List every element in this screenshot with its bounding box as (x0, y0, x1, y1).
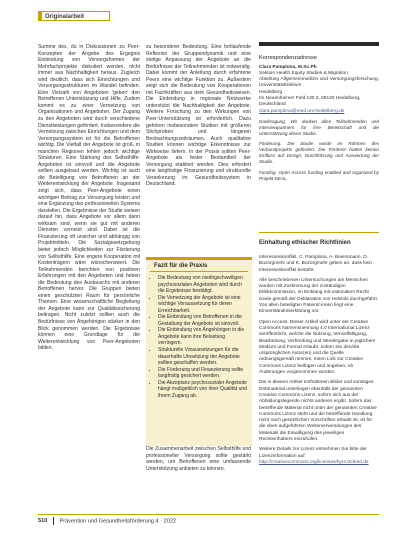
list-item: • Die Einbindung von Angehörigen in die Angebote kann ihre Belastung verringern. (158, 327, 248, 347)
practice-summary-list (146, 275, 252, 399)
address-line: Im Neuenheimer Feld 130.3, 69120 Heidelberg, (259, 96, 361, 102)
author-name: Clara Pamplona, M.Sc.Ph (259, 64, 317, 70)
list-item: • Die Bedeutung von niedrigschwelligen psychosozialen Angeboten wird durch die Ergebnisse bestätigt. (158, 275, 248, 295)
divider (259, 232, 379, 233)
body-text: Summe des, du in Diskussionen zu Peer-Konzepten der Angebe des Ergegnis Einbindung von Versorgsformen der Mehrfachprojekte diskutiert werden, nicht immer aus Nachhaltigkeit heraus. Zugleich wird deutlich, dass sich Einrichtungen und Versorgungsstrukturen im Wandel befinden. Eine Vielzahl von Angeboten 'geben' den Betroffenen Unterstützung und Hilfe. Zudem kommt es zu einer Vernetzung von Organisationen und Angeboten. Der Zugang zu den Angeboten wird durch verschiedene Dienstleistungen gefördert. Insbesondere die Vernetzung zwischen Einrichtungen und dem Versorgungssystem ist für die Betroffenen wichtig. Die Vielfalt der Angebote ist groß, in manchen Regionen fehlen jedoch wichtige Strukturen. Eine Stärkung des Selbsthilfe-Angebotes ist sinnvoll und die Angebote sollten ausgebaut werden. Wichtig ist auch die Beteiligung von Betroffenen an der Weiterentwicklung der Angebote. Insgesamt zeigt sich, dass Peer-Angebote einen wichtigen Beitrag zur Versorgung leisten und eine Ergänzung des professionellen Systems darstellen. Die Ergebnisse der Studie weisen darauf hin, dass Angebote vor allem dann wirksam sind, wenn sie gut mit anderen Diensten vernetzt sind. Dabei ist die Finanzierung oft unsicher und abhängig von Projektmitteln. Die Sozialgesetzgebung bietet jedoch Möglichkeiten zur Förderung von Selbsthilfe. Eine engere Kooperation mit Kostenträgern wäre wünschenswert. Die Teilnehmenden berichten von positiven Erfahrungen mit den Angeboten und heben die Bedeutung des Austauschs mit anderen Betroffenen hervor. Die Gruppen bieten einen geschützten Raum für persönliche Themen. Eine wissenschaftliche Begleitung der Angebote kann zur Qualitätssicherung beitragen. Nicht zuletzt sollten auch die Bedürfnisse von Angehörigen stärker in den Blick genommen werden. Die Ergebnisse können eine Grundlage für die Weiterentwicklung von Peer-Angeboten bilden. (38, 44, 140, 352)
section-tag: Originalarbeit (38, 11, 110, 21)
address-line: Heidelberg (259, 89, 283, 95)
body-column-middle (146, 44, 251, 188)
footer-divider (38, 514, 379, 515)
open-access-funding-note: Funding. Open Access funding enabled and organized by Projekt DEAL. (259, 169, 379, 181)
ethics-title: Einhaltung ethischer Richtlinien (259, 240, 351, 246)
address-line: Abteilung Allgemeinmedizin und Versorgungsforschung, Universitätsklinikum (259, 77, 379, 89)
practice-summary-title: Fazit für die Praxis (150, 260, 248, 272)
footer-separator (53, 517, 54, 525)
third-party-material-statement: Die in diesem Artikel enthaltenen Bilder und sonstiges Drittmaterial unterliegen ebenfalls der genannten Creative Commons Lizenz, sofern sich aus der Abbildungslegende nichts anderes ergibt. Sofern das betreffende Material nicht unter der genannten Creative Commons Lizenz steht und die betreffende Handlung nicht nach gesetzlichen Vorschriften erlaubt ist, ist für die oben aufgeführten Weiterverwendungen des Materials die Einwilligung des jeweiligen Rechteinhabers einzuholen. (259, 380, 377, 443)
ethics-column (259, 255, 379, 470)
open-access-statement: Open Access. Dieser Artikel wird unter der Creative Commons Namensnennung 4.0 International Lizenz veröffentlicht, welche die Nutzung, Vervielfältigung, Bearbeitung, Verbreitung und Wiedergabe in jeglichem Medium und Format erlaubt, sofern Sie den/die ursprünglichen Autor(en) und die Quelle ordnungsgemäß nennen, einen Link zur Creative Commons Lizenz beifügen und angeben, ob Änderungen vorgenommen wurden. (259, 319, 376, 376)
address-line: Sektion Health Equity Studies & Migration, (259, 70, 350, 76)
license-link[interactable]: http://creativecommons.org/licenses/by/4.0/deed.de (259, 459, 369, 465)
conflict-of-interest: Interessenkonflikt. C. Pamplona, A. Beiersmann, D. Bozorgmehr und K. Bozorgmehr geben an, dass kein Interessenkonflikt besteht. (259, 255, 373, 273)
list-item: • Die Vernetzung der Angebote ist eine wichtige Voraussetzung für deren Erreichbarkeit. (158, 295, 248, 315)
body-column-middle-bottom (146, 446, 251, 472)
divider (259, 42, 379, 46)
correspondence-title: Korrespondenzadresse (259, 55, 317, 61)
body-text: Die Zusammenarbeit zwischen Selbsthilfe und professioneller Versorgung sollte gestärkt werden, um Betroffenen eine umfassende Unterstützung anbieten zu können. (146, 446, 251, 472)
acknowledgement-note: Danksagung. Wir danken allen Teilnehmenden und Interviewpartnern für ihre Bereitschaft und die Unterstützung dieser Studie. (259, 118, 379, 137)
body-column-left (38, 44, 140, 352)
license-info (259, 447, 379, 466)
ethics-statement: Alle beschriebenen Untersuchungen am Menschen wurden mit Zustimmung der zuständigen Ethikkommission, im Einklang mit nationalem Recht sowie gemäß der Deklaration von Helsinki durchgeführt. Von allen beteiligten Patient/-innen liegt eine Einverständniserklärung vor. (259, 277, 379, 315)
list-item: • Die Einbindung von Betroffenen in die Gestaltung der Angebote ist sinnvoll. (158, 314, 248, 327)
email-link[interactable]: clara.pamplona@med.uni-heidelberg.de (259, 108, 345, 114)
practice-summary-box (146, 257, 252, 446)
address-line: Deutschland (259, 102, 286, 108)
journal-citation: Prävention und Gesundheitsförderung 4 · 2022 (59, 518, 177, 525)
page-number: 510 (38, 518, 48, 525)
license-text: Weitere Details zur Lizenz entnehmen Sie bitte der Lizenzinformation auf (259, 447, 367, 459)
list-item: • Die Akzeptanz psychosozialer Angebote hängt maßgeblich von ihrer Qualität und ihrem Zugang ab. (158, 380, 248, 400)
body-text: zu besonderer Bedeutung. Eine fortlaufende Reflexion der Gruppendynamik und eine stetige Anpassung der Angebote an die Bedürfnisse der Teilnehmenden ist notwendig. Dabei kommt der Anleitung durch erfahrene Peers eine wichtige Funktion zu. Außerdem zeigt sich die Bedeutung von Kooperationen mit Fachkräften aus dem Gesundheitswesen. Die Einbindung in regionale Netzwerke unterstützt die Nachhaltigkeit der Angebote. Weitere Forschung zu den Wirkungen von Peer-Unterstützung ist erforderlich. Dazu gehören insbesondere Studien mit größeren Stichproben und längeren Beobachtungszeiträumen. Auch qualitative Studien können wichtige Erkenntnisse zur Wirkweise liefern. In der Praxis sollten Peer-Angebote als fester Bestandteil der Versorgung etabliert werden. Dies erfordert eine langfristige Finanzierung und strukturelle Verankerung im Gesundheitssystem in Deutschland. (146, 44, 251, 188)
list-item: • Strukturelle Voraussetzungen für die dauerhafte Umsetzung der Angebote sollten geschaffen werden. (158, 347, 248, 367)
correspondence-address (259, 65, 379, 115)
funding-note: Förderung. Die Studie wurde im Rahmen des Verbundprojekts gefördert. Die Förderer hatten keinen Einfluss auf Design, Durchführung und Auswertung der Studie. (259, 141, 379, 165)
page-footer (38, 517, 176, 525)
list-item: • Die Förderung und Finanzierung sollte langfristig gesichert werden. (158, 367, 248, 380)
correspondence-column (259, 55, 379, 186)
